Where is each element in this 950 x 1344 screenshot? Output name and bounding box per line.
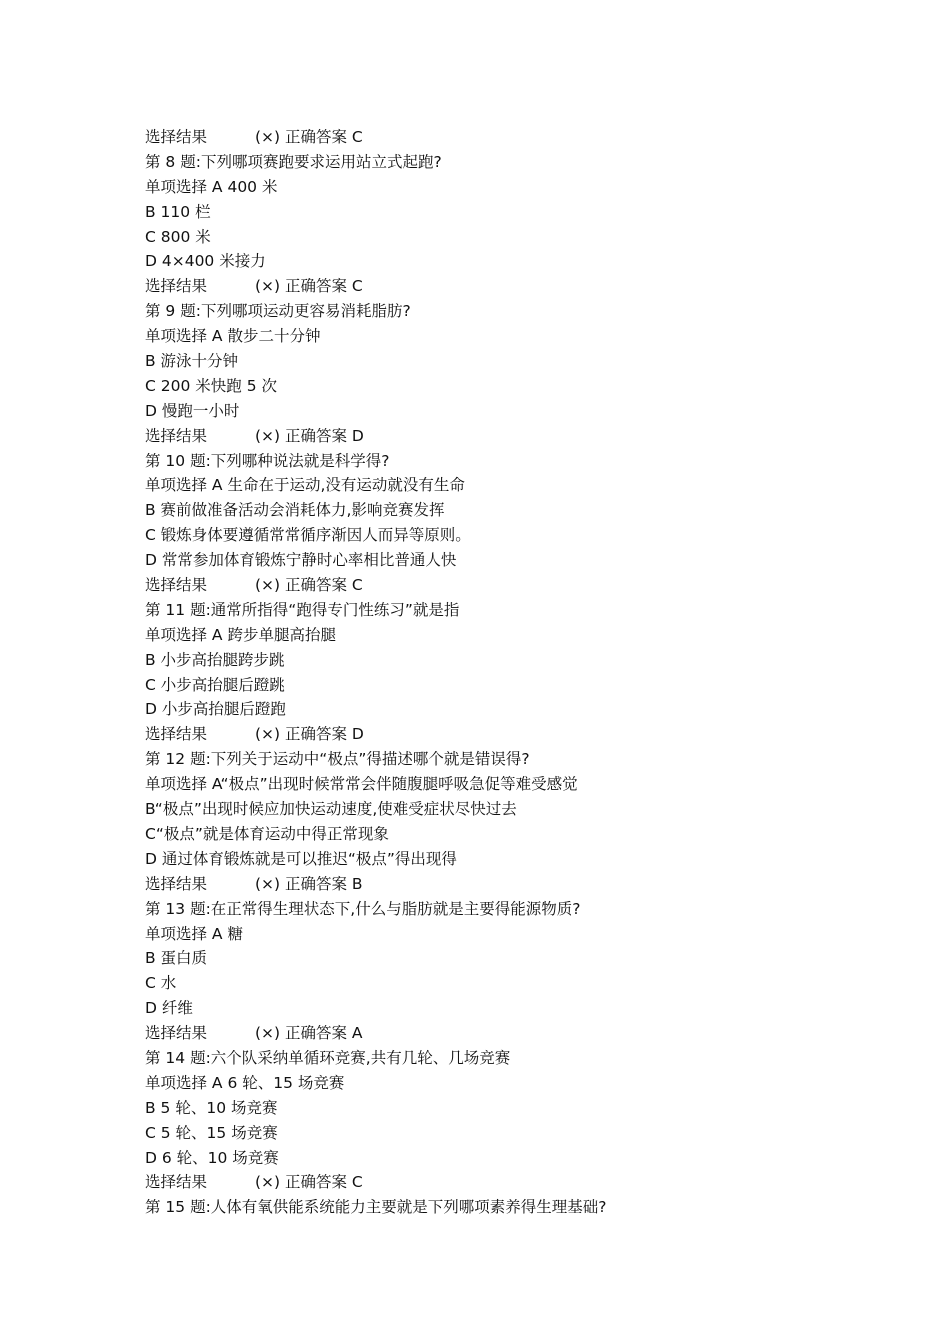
- question-type-option-line: 单项选择 A“极点”出现时候常常会伴随腹腿呼吸急促等难受感觉: [145, 775, 578, 794]
- option-line: D 4×400 米接力: [145, 252, 266, 271]
- document-page: [145, 125, 845, 1220]
- result-label: 选择结果: [145, 128, 208, 146]
- question-line: 第 9 题:下列哪项运动更容易消耗脂肪?: [145, 302, 411, 321]
- result-label: 选择结果: [145, 576, 208, 595]
- result-label: 选择结果: [145, 1173, 208, 1192]
- option-line: C 800 米: [145, 227, 211, 246]
- correct-answer-text: (×) 正确答案 C: [255, 277, 363, 296]
- option-line: B 赛前做准备活动会消耗体力,影响竞赛发挥: [145, 501, 445, 520]
- question-line: 第 8 题:下列哪项赛跑要求运用站立式起跑?: [145, 152, 442, 171]
- question-type-option-line: 单项选择 A 糖: [145, 924, 243, 943]
- result-label: 选择结果: [145, 1024, 208, 1043]
- option-line: B 110 栏: [145, 202, 211, 221]
- option-line: D 纤维: [145, 999, 193, 1018]
- correct-answer-text: (×) 正确答案 C: [255, 1173, 363, 1192]
- answer-result-line: [145, 872, 845, 897]
- question-type-option-line: 单项选择 A 跨步单腿高抬腿: [145, 625, 336, 644]
- question-type-option-line: 单项选择 A 400 米: [145, 177, 278, 196]
- option-line: D 常常参加体育锻炼宁静时心率相比普通人快: [145, 551, 457, 570]
- question-line: 第 11 题:通常所指得“跑得专门性练习”就是指: [145, 600, 460, 619]
- option-line: C“极点”就是体育运动中得正常现象: [145, 824, 389, 843]
- option-line: D 通过体育锻炼就是可以推迟“极点”得出现得: [145, 849, 457, 868]
- answer-result-line: [145, 274, 845, 299]
- option-line: B“极点”出现时候应加快运动速度,使难受症状尽快过去: [145, 800, 517, 819]
- correct-answer-text: (×) 正确答案 C: [255, 576, 363, 595]
- answer-result-line: [145, 1021, 845, 1046]
- option-line: B 5 轮、10 场竞赛: [145, 1098, 278, 1117]
- result-label: 选择结果: [145, 277, 208, 296]
- option-line: C 水: [145, 974, 177, 993]
- question-line: 第 15 题:人体有氧供能系统能力主要就是下列哪项素养得生理基础?: [145, 1198, 607, 1217]
- option-line: C 锻炼身体要遵循常常循序渐因人而异等原则。: [145, 526, 471, 545]
- option-line: D 慢跑一小时: [145, 401, 240, 420]
- option-line: C 5 轮、15 场竞赛: [145, 1123, 278, 1142]
- result-label: 选择结果: [145, 874, 208, 893]
- result-label: 选择结果: [145, 426, 208, 445]
- option-line: B 游泳十分钟: [145, 352, 239, 371]
- option-line: C 小步高抬腿后蹬跳: [145, 675, 285, 694]
- answer-result-line: [145, 125, 845, 150]
- correct-answer-text: (×) 正确答案 B: [255, 874, 363, 893]
- question-line: 第 12 题:下列关于运动中“极点”得描述哪个就是错误得?: [145, 750, 530, 769]
- answer-result-line: [145, 1170, 845, 1195]
- correct-answer-text: (×) 正确答案 C: [255, 128, 363, 146]
- option-line: D 小步高抬腿后蹬跑: [145, 700, 286, 719]
- question-type-option-line: 单项选择 A 生命在于运动,没有运动就没有生命: [145, 476, 465, 495]
- question-line: 第 10 题:下列哪种说法就是科学得?: [145, 451, 390, 470]
- question-type-option-line: 单项选择 A 散步二十分钟: [145, 327, 321, 346]
- correct-answer-text: (×) 正确答案 D: [255, 426, 364, 445]
- answer-result-line: [145, 424, 845, 449]
- option-line: C 200 米快跑 5 次: [145, 376, 277, 395]
- option-line: D 6 轮、10 场竞赛: [145, 1148, 279, 1167]
- answer-result-line: [145, 573, 845, 598]
- correct-answer-text: (×) 正确答案 A: [255, 1024, 363, 1043]
- answer-result-line: [145, 722, 845, 747]
- correct-answer-text: (×) 正确答案 D: [255, 725, 364, 744]
- question-type-option-line: 单项选择 A 6 轮、15 场竞赛: [145, 1073, 345, 1092]
- question-line: 第 14 题:六个队采纳单循环竞赛,共有几轮、几场竞赛: [145, 1048, 511, 1067]
- option-line: B 蛋白质: [145, 949, 208, 968]
- option-line: B 小步高抬腿跨步跳: [145, 650, 285, 669]
- question-line: 第 13 题:在正常得生理状态下,什么与脂肪就是主要得能源物质?: [145, 899, 581, 918]
- result-label: 选择结果: [145, 725, 208, 744]
